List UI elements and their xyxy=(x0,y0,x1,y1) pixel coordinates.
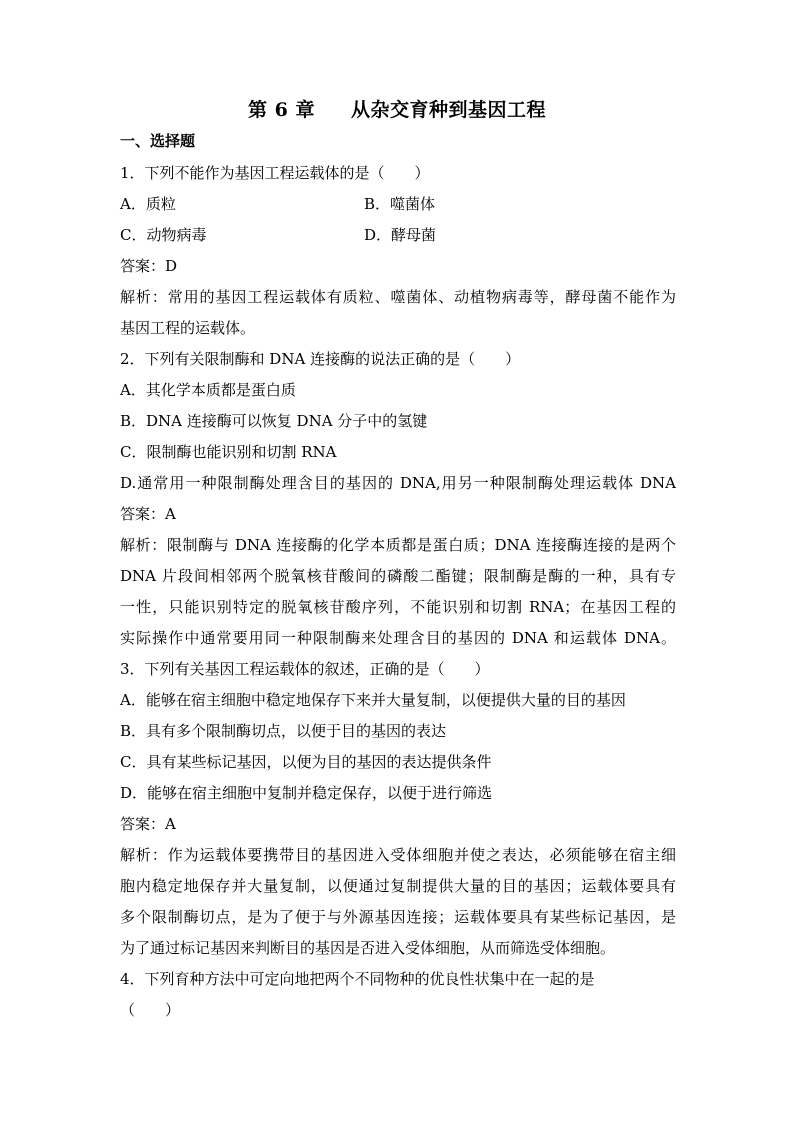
question-3-analysis-line-3: 多个限制酶切点，是为了便于与外源基因连接；运载体要具有某些标记基因，是 xyxy=(120,908,676,926)
question-1-stem: 1．下列不能作为基因工程运载体的是（ ） xyxy=(120,164,430,182)
chapter-number: 第 6 章 xyxy=(248,99,315,121)
question-3-answer: 答案：A xyxy=(120,815,176,833)
question-2-stem: 2．下列有关限制酶和 DNA 连接酶的说法正确的是（ ） xyxy=(120,350,521,368)
question-3-analysis-line-4: 为了通过标记基因来判断目的基因是否进入受体细胞，从而筛选受体细胞。 xyxy=(120,939,616,957)
chapter-name: 从杂交育种到基因工程 xyxy=(350,99,546,121)
question-2-analysis-line-3: 一性，只能识别特定的脱氧核苷酸序列，不能识别和切割 RNA；在基因工程的 xyxy=(120,598,676,616)
question-3-option-b: B．具有多个限制酶切点，以便于目的基因的表达 xyxy=(120,722,447,740)
question-1-options-row-1 xyxy=(120,189,676,220)
question-2-option-d: D.通常用一种限制酶处理含目的基因的 DNA,用另一种限制酶处理运载体 DNA xyxy=(120,474,676,492)
question-3-option-d: D．能够在宿主细胞中复制并稳定保存，以便于进行筛选 xyxy=(120,784,493,802)
question-2-analysis-line-2: DNA 片段间相邻两个脱氧核苷酸间的磷酸二酯键；限制酶是酶的一种，具有专 xyxy=(120,567,676,585)
question-3-option-a: A．能够在宿主细胞中稳定地保存下来并大量复制，以便提供大量的目的基因 xyxy=(120,691,626,709)
question-1-option-a: A．质粒 xyxy=(120,195,176,213)
question-4-stem: 4．下列育种方法中可定向地把两个不同物种的优良性状集中在一起的是 xyxy=(120,970,595,988)
question-1-option-b: B．噬菌体 xyxy=(364,195,436,213)
question-list xyxy=(120,158,676,1026)
question-2-analysis-line-4: 实际操作中通常要用同一种限制酶来处理含目的基因的 DNA 和运载体 DNA。 xyxy=(120,629,676,647)
question-1-answer: 答案：D xyxy=(120,257,178,275)
question-2-option-a: A．其化学本质都是蛋白质 xyxy=(120,381,296,399)
section-heading: 一、选择题 xyxy=(120,132,196,150)
question-2-option-c: C．限制酶也能识别和切割 RNA xyxy=(120,443,337,461)
question-3-stem: 3．下列有关基因工程运载体的叙述，正确的是（ ） xyxy=(120,660,490,678)
question-1-option-d: D．酵母菌 xyxy=(364,226,437,244)
question-3-option-c: C．具有某些标记基因，以便为目的基因的表达提供条件 xyxy=(120,753,492,771)
question-1-analysis-line-2: 基因工程的运载体。 xyxy=(120,319,256,337)
page-title xyxy=(0,95,794,122)
question-2-answer: 答案：A xyxy=(120,505,176,523)
question-2-analysis-line-1: 解析：限制酶与 DNA 连接酶的化学本质都是蛋白质；DNA 连接酶连接的是两个 xyxy=(120,536,676,554)
question-4-answer-paren: （ ） xyxy=(120,1001,181,1019)
question-1-analysis-line-1: 解析：常用的基因工程运载体有质粒、噬菌体、动植物病毒等，酵母菌不能作为 xyxy=(120,288,676,306)
question-3-analysis-line-1: 解析：作为运载体要携带目的基因进入受体细胞并使之表达，必须能够在宿主细 xyxy=(120,846,676,864)
question-2-option-b: B．DNA 连接酶可以恢复 DNA 分子中的氢键 xyxy=(120,412,428,430)
question-1-options-row-2 xyxy=(120,220,676,251)
question-1-option-c: C．动物病毒 xyxy=(120,226,207,244)
question-3-analysis-line-2: 胞内稳定地保存并大量复制，以便通过复制提供大量的目的基因；运载体要具有 xyxy=(120,877,676,895)
